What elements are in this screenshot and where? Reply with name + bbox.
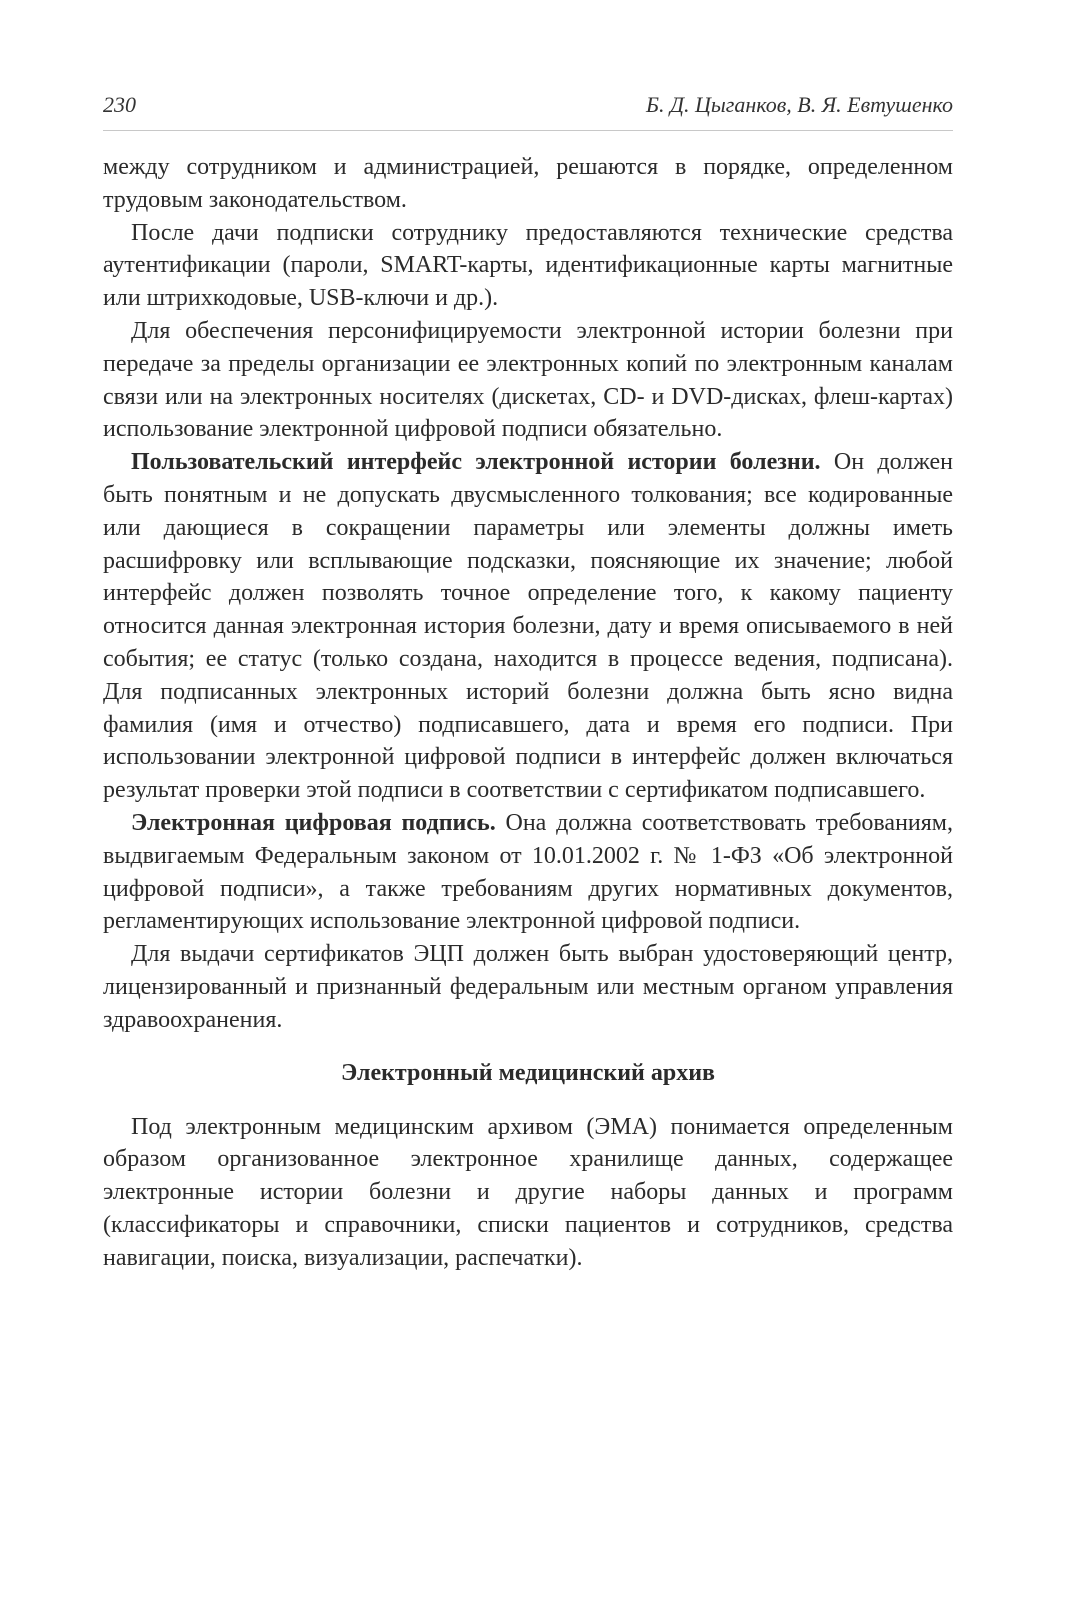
section-heading: Электронный медицинский архив [341, 1059, 715, 1086]
paragraph [103, 1111, 953, 1275]
paragraph-text: Она должна соответствовать требованиям, выдвигаемым Федеральным законом от 10.01.2002 г. № 1-ФЗ «Об электронной цифровой подписи», а также требованиям других нормативных документов, регламентирующих использование электронной цифровой подписи. [103, 809, 953, 935]
paragraph [103, 315, 953, 446]
paragraph-text: между сотрудником и администрацией, решаются в порядке, определенном трудовым законодательством. [103, 154, 953, 213]
paragraph-lead: Пользовательский интерфейс электронной истории болезни. [131, 449, 821, 476]
paragraph [103, 151, 953, 217]
paragraph-text: Он должен быть понятным и не допускать двусмысленного толкования; все кодированные или дающиеся в сокращении параметры или элементы должны иметь расшифровку или всплывающие подсказки, поясняющие их значение; любой интерфейс должен позволять точное определение того, к какому пациенту относится данная электронная история болезни, дату и время описываемого в ней события; ее статус (только создана, находится в процессе ведения, подписана). Для подписанных электронных историй болезни должна быть ясно видна фамилия (имя и отчество) подписавшего, дата и время его подписи. При использовании электронной цифровой подписи в интерфейс должен включаться результат проверки этой подписи в соответствии с сертификатом подписавшего. [103, 449, 953, 804]
running-head [103, 92, 953, 131]
body-text [103, 151, 953, 1275]
paragraph-text: После дачи подписки сотруднику предоставляются технические средства аутентификации (пароли, SMART-карты, идентификационные карты магнитные или штрихкодовые, USB-ключи и др.). [103, 219, 953, 312]
paragraph-text: Для обеспечения персонифицируемости электронной истории болезни при передаче за пределы организации ее электронных копий по электронным каналам связи или на электронных носителях (дискетах, CD- и DVD-дисках, флеш-картах) использование электронной цифровой подписи обязательно. [103, 317, 953, 443]
paragraph-text: Под электронным медицинским архивом (ЭМА) понимается определенным образом организованное электронное хранилище данных, содержащее электронные истории болезни и другие наборы данных и программ (классификаторы и справочники, списки пациентов и сотрудников, средства навигации, поиска, визуализации, распечатки). [103, 1113, 953, 1271]
paragraph-lead: Электронная цифровая подпись. [131, 809, 496, 836]
page-number: 230 [103, 92, 136, 117]
running-head-authors: Б. Д. Цыганков, В. Я. Евтушенко [646, 92, 953, 117]
paragraph-text: Для выдачи сертификатов ЭЦП должен быть выбран удостоверяющий центр, лицензированный и признанный федеральным или местным органом управления здравоохранения. [103, 941, 953, 1033]
paragraph [103, 217, 953, 315]
paragraph [103, 807, 953, 938]
book-page [103, 92, 953, 1275]
paragraph [103, 446, 953, 807]
paragraph [103, 938, 953, 1036]
